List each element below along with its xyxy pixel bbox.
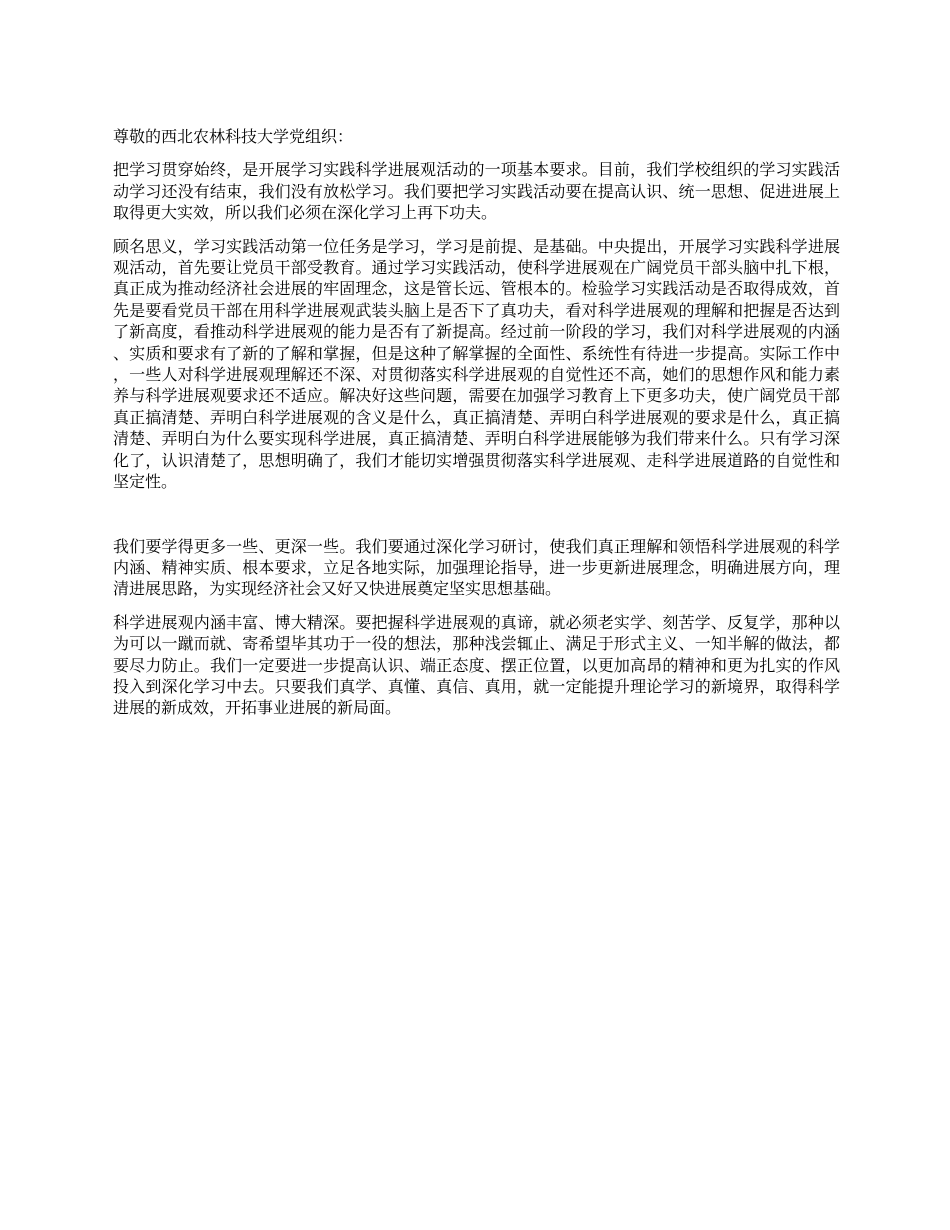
salutation: 尊敬的西北农林科技大学党组织：	[113, 127, 354, 146]
paragraph-1: 把学习贯穿始终，是开展学习实践科学进展观活动的一项基本要求。目前，我们学校组织的学习实践活动学习还没有结束，我们没有放松学习。我们要把学习实践活动要在提高认识、统一思想、促进进展上取得更大实效，所以我们必须在深化学习上再下功夫。	[113, 160, 840, 223]
paragraph-gap	[113, 505, 840, 536]
paragraph-4: 科学进展观内涵丰富、博大精深。要把握科学进展观的真谛，就必须老实学、刻苦学、反复学，那种以为可以一蹴而就、寄希望毕其功于一役的想法，那种浅尝辄止、满足于形式主义、一知半解的做法，都要尽力防止。我们一定要进一步提高认识、端正态度、摆正位置，以更加高昂的精神和更为扎实的作风投入到深化学习中去。只要我们真学、真懂、真信、真用，就一定能提升理论学习的新境界，取得科学进展的新成效，开拓事业进展的新局面。	[113, 612, 840, 718]
paragraph-2: 顾名思义，学习实践活动第一位任务是学习，学习是前提、是基础。中央提出，开展学习实践科学进展观活动，首先要让党员干部受教育。通过学习实践活动，使科学进展观在广阔党员干部头脑中扎下根，真正成为推动经济社会进展的牢固理念，这是管长远、管根本的。检验学习实践活动是否取得成效，首先是要看党员干部在用科学进展观武装头脑上是否下了真功夫，看对科学进展观的理解和把握是否达到了新高度，看推动科学进展观的能力是否有了新提高。经过前一阶段的学习，我们对科学进展观的内涵、实质和要求有了新的了解和掌握，但是这种了解掌握的全面性、系统性有待进一步提高。实际工作中，一些人对科学进展观理解还不深、对贯彻落实科学进展观的自觉性还不高，她们的思想作风和能力素养与科学进展观要求还不适应。解决好这些问题，需要在加强学习教育上下更多功夫，使广阔党员干部真正搞清楚、弄明白科学进展观的含义是什么，真正搞清楚、弄明白科学进展观的要求是什么，真正搞清楚、弄明白为什么要实现科学进展，真正搞清楚、弄明白科学进展能够为我们带来什么。只有学习深化了，认识清楚了，思想明确了，我们才能切实增强贯彻落实科学进展观、走科学进展道路的自觉性和坚定性。	[113, 236, 840, 492]
letter-body	[113, 126, 840, 731]
paragraph-3: 我们要学得更多一些、更深一些。我们要通过深化学习研讨，使我们真正理解和领悟科学进展观的科学内涵、精神实质、根本要求，立足各地实际，加强理论指导，进一步更新进展理念，明确进展方向，理清进展思路，为实现经济社会又好又快进展奠定坚实思想基础。	[113, 536, 840, 599]
